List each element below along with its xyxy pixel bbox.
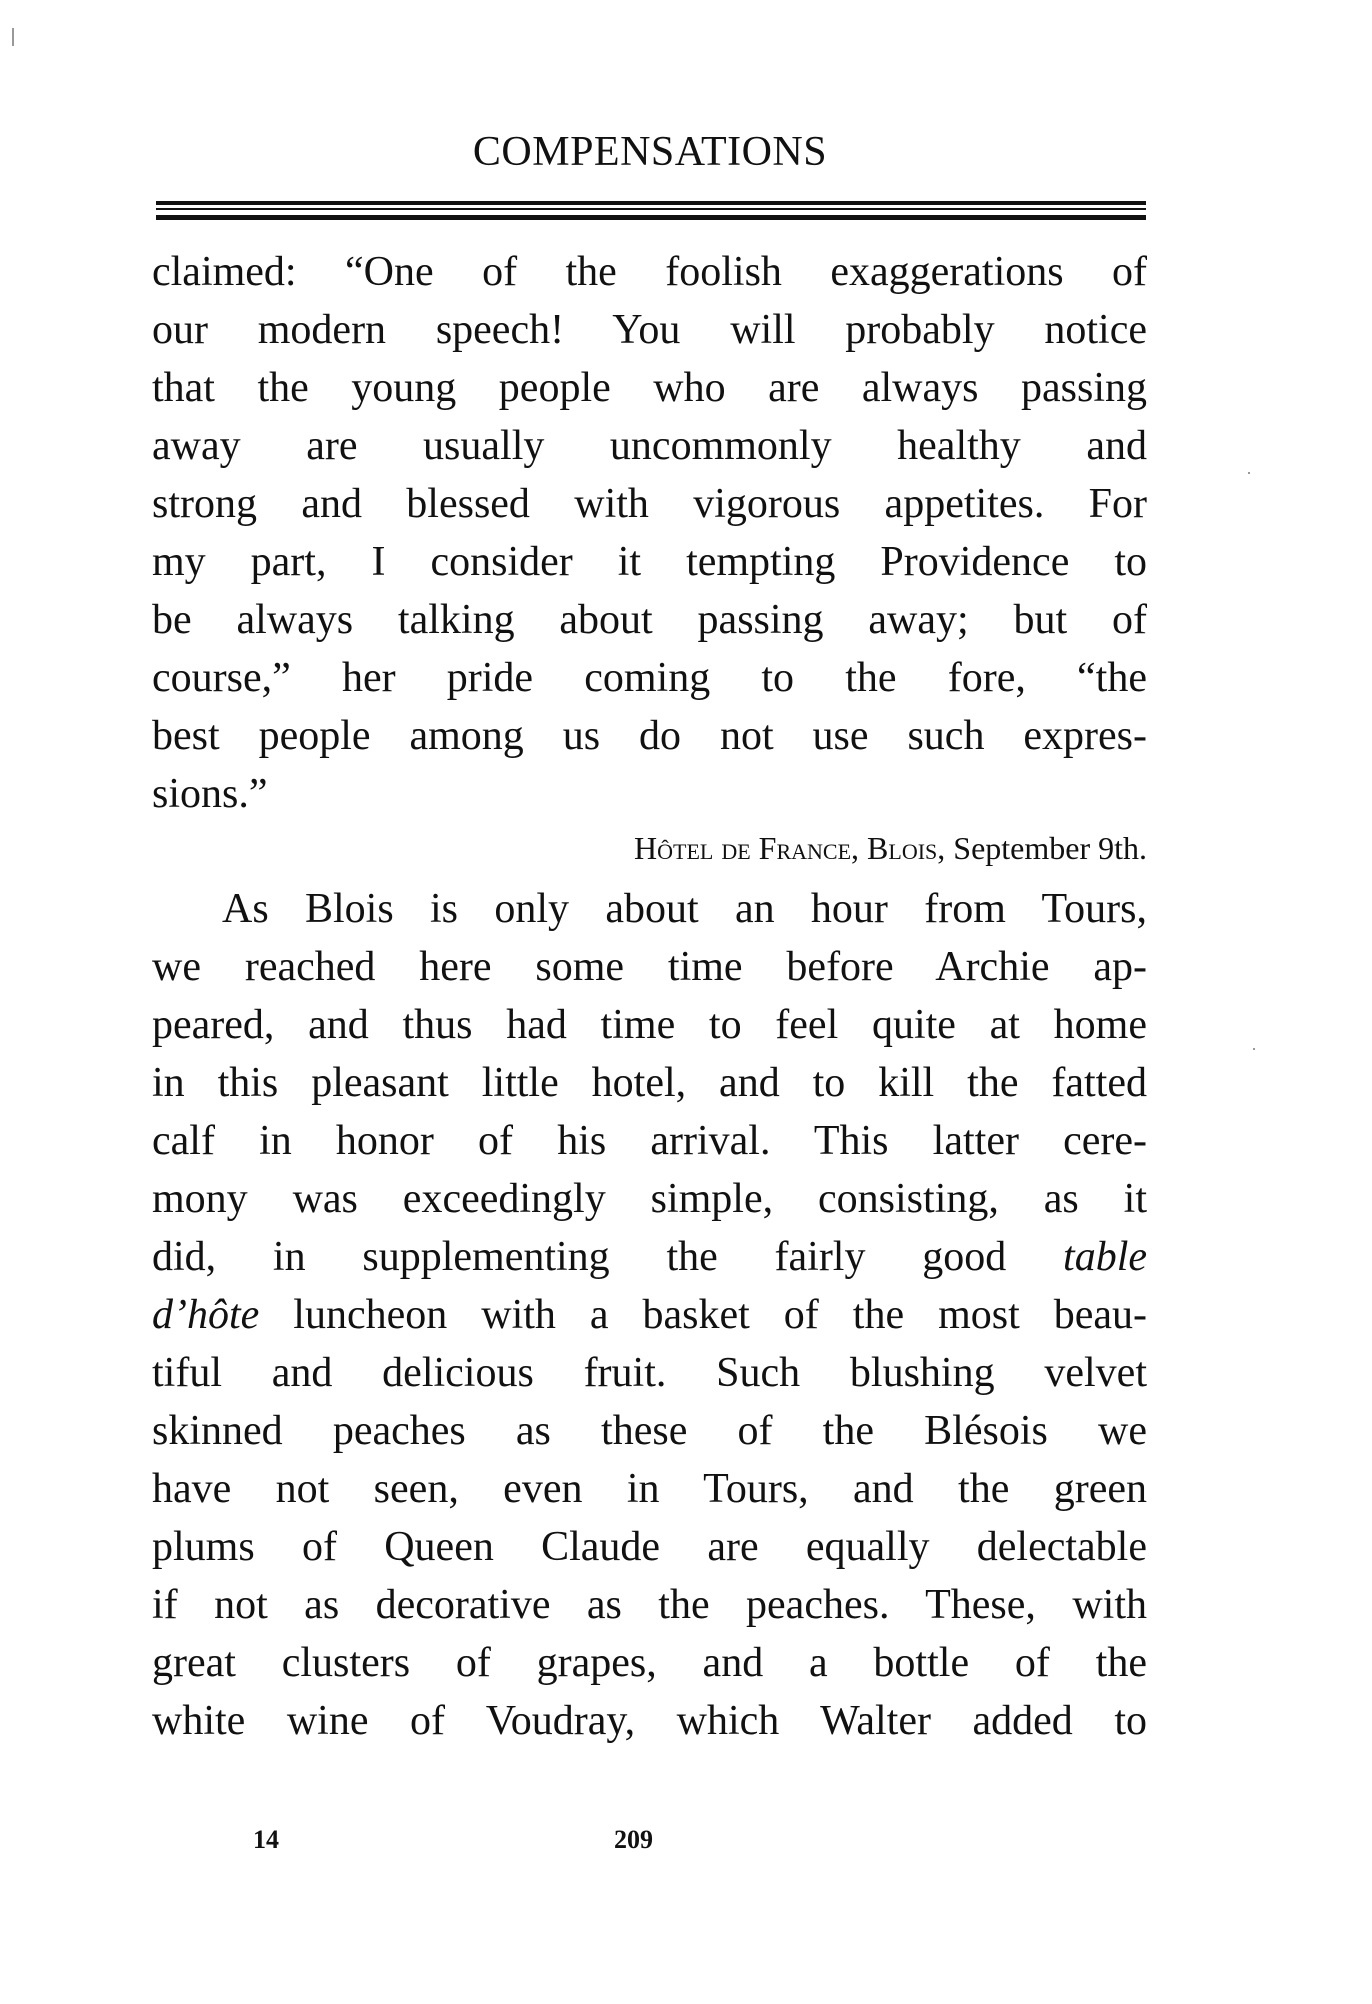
text-line: course,” her pride coming to the fore, “the <box>152 655 1147 701</box>
italic-segment: table <box>1063 1234 1148 1280</box>
signature-mark: 14 <box>253 1825 279 1854</box>
page-number: 209 <box>614 1825 653 1854</box>
paragraph-continued <box>152 243 1147 823</box>
header-rule-bottom <box>156 215 1146 220</box>
text-line: be always talking about passing away; but of <box>152 597 1147 643</box>
text-line: in this pleasant little hotel, and to kill the fatted <box>152 1060 1147 1106</box>
scan-speck <box>12 28 14 46</box>
text-line: skinned peaches as these of the Blésois we <box>152 1408 1147 1454</box>
text-line: have not seen, even in Tours, and the green <box>152 1466 1147 1512</box>
dateline-hotel: Hôtel de France <box>634 830 852 866</box>
dateline-date: September 9th. <box>953 830 1147 866</box>
text-line: best people among us do not use such expres- <box>152 713 1147 759</box>
dateline: Hôtel de France, Blois, September 9th. <box>634 830 1147 866</box>
dateline-city: Blois <box>867 830 938 866</box>
text-line: plums of Queen Claude are equally delectable <box>152 1524 1147 1570</box>
paragraph-blois <box>152 880 1147 1750</box>
text-line: we reached here some time before Archie ap- <box>152 944 1147 990</box>
header-rule-middle <box>156 208 1146 210</box>
text-line: away are usually uncommonly healthy and <box>152 423 1147 469</box>
text-line: great clusters of grapes, and a bottle of the <box>152 1640 1147 1686</box>
text-line <box>152 1286 1147 1344</box>
scan-speck <box>1248 472 1250 474</box>
scan-speck <box>1253 1048 1255 1050</box>
text-line: claimed: “One of the foolish exaggerations of <box>152 249 1147 295</box>
text-line: white wine of Voudray, which Walter added to <box>152 1698 1147 1744</box>
text-line: mony was exceedingly simple, consisting, as it <box>152 1176 1147 1222</box>
text-line: peared, and thus had time to feel quite at home <box>152 1002 1147 1048</box>
header-rule-top <box>156 201 1146 205</box>
text-line: our modern speech! You will probably notice <box>152 307 1147 353</box>
text-line: calf in honor of his arrival. This latter cere- <box>152 1118 1147 1164</box>
text-line: As Blois is only about an hour from Tours, <box>222 886 1147 932</box>
text-segment: did, in supplementing the fairly good <box>152 1234 1007 1280</box>
text-line: my part, I consider it tempting Providence to <box>152 539 1147 585</box>
text-line <box>152 1228 1147 1286</box>
text-line: sions.” <box>152 771 268 817</box>
text-segment: luncheon with a basket of the most beau- <box>293 1292 1148 1338</box>
text-line: that the young people who are always passing <box>152 365 1147 411</box>
running-head: COMPENSATIONS <box>472 129 828 175</box>
text-line: tiful and delicious fruit. Such blushing velvet <box>152 1350 1147 1396</box>
text-line: if not as decorative as the peaches. These, with <box>152 1582 1147 1628</box>
italic-segment: d’hôte <box>152 1292 260 1338</box>
text-line: strong and blessed with vigorous appetites. For <box>152 481 1147 527</box>
